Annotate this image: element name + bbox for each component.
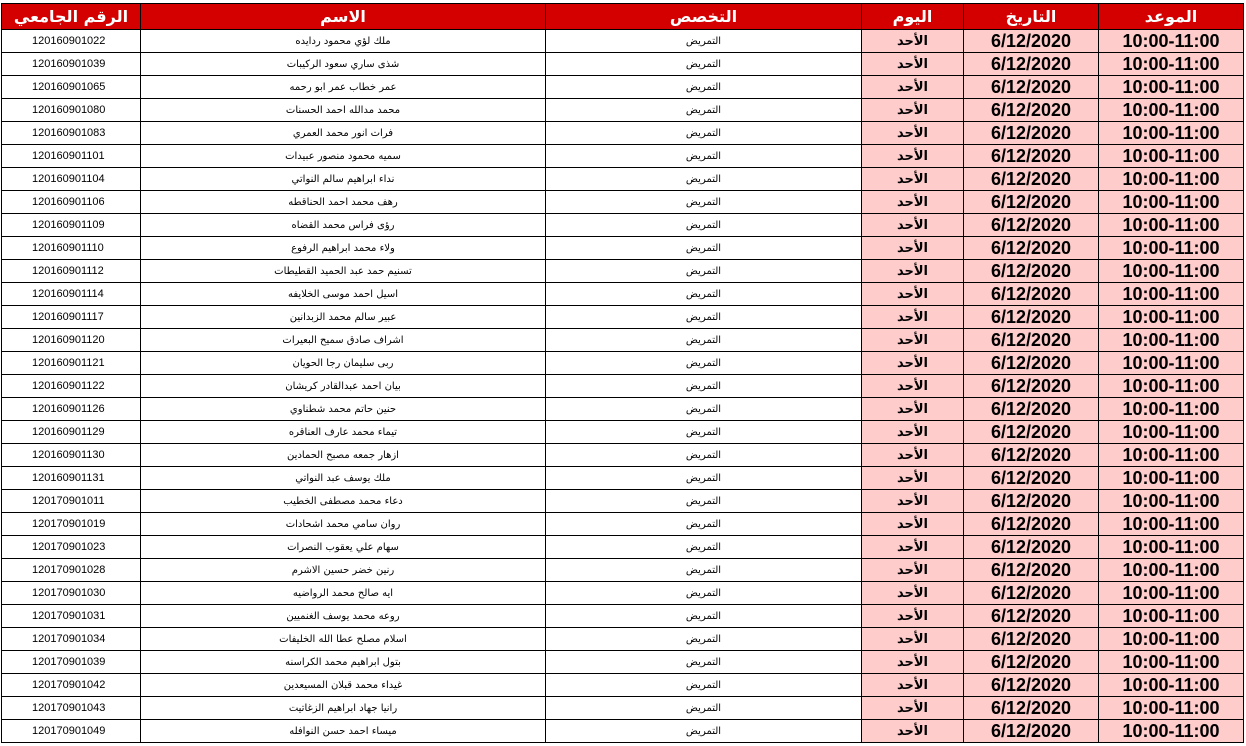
cell-date[interactable]: 6/12/2020	[964, 145, 1099, 168]
cell-date[interactable]: 6/12/2020	[964, 467, 1099, 490]
header-date[interactable]: التاريخ	[964, 4, 1099, 30]
cell-name[interactable]: رنين خضر حسين الاشرم	[141, 559, 546, 582]
cell-date[interactable]: 6/12/2020	[964, 628, 1099, 651]
cell-name[interactable]: سميه محمود منصور عبيدات	[141, 145, 546, 168]
cell-name[interactable]: ملك لؤي محمود ردايده	[141, 30, 546, 53]
cell-student-id[interactable]: 120160901109	[2, 214, 141, 237]
cell-time[interactable]: 10:00-11:00	[1099, 582, 1244, 605]
cell-time[interactable]: 10:00-11:00	[1099, 467, 1244, 490]
cell-day[interactable]: الأحد	[862, 444, 964, 467]
cell-time[interactable]: 10:00-11:00	[1099, 536, 1244, 559]
cell-time[interactable]: 10:00-11:00	[1099, 375, 1244, 398]
cell-student-id[interactable]: 120160901122	[2, 375, 141, 398]
cell-major[interactable]: التمريض	[546, 329, 862, 352]
table-row	[2, 628, 1244, 651]
cell-day[interactable]: الأحد	[862, 651, 964, 674]
cell-major[interactable]: التمريض	[546, 99, 862, 122]
cell-student-id[interactable]: 120160901117	[2, 306, 141, 329]
cell-major[interactable]: التمريض	[546, 628, 862, 651]
cell-day[interactable]: الأحد	[862, 214, 964, 237]
cell-name[interactable]: ولاء محمد ابراهيم الرفوع	[141, 237, 546, 260]
table-row	[2, 674, 1244, 697]
cell-date[interactable]: 6/12/2020	[964, 237, 1099, 260]
cell-student-id[interactable]: 120170901031	[2, 605, 141, 628]
cell-date[interactable]: 6/12/2020	[964, 260, 1099, 283]
cell-date[interactable]: 6/12/2020	[964, 329, 1099, 352]
cell-date[interactable]: 6/12/2020	[964, 30, 1099, 53]
cell-time[interactable]: 10:00-11:00	[1099, 421, 1244, 444]
table-row	[2, 398, 1244, 421]
cell-date[interactable]: 6/12/2020	[964, 582, 1099, 605]
cell-major[interactable]: التمريض	[546, 697, 862, 720]
cell-major[interactable]: التمريض	[546, 720, 862, 743]
cell-day[interactable]: الأحد	[862, 329, 964, 352]
cell-day[interactable]: الأحد	[862, 697, 964, 720]
cell-day[interactable]: الأحد	[862, 76, 964, 99]
cell-major[interactable]: التمريض	[546, 145, 862, 168]
cell-major[interactable]: التمريض	[546, 651, 862, 674]
cell-day[interactable]: الأحد	[862, 674, 964, 697]
cell-major[interactable]: التمريض	[546, 122, 862, 145]
table-row	[2, 582, 1244, 605]
cell-day[interactable]: الأحد	[862, 375, 964, 398]
cell-student-id[interactable]: 120170901028	[2, 559, 141, 582]
cell-name[interactable]: ايه صالح محمد الرواضيه	[141, 582, 546, 605]
table-body	[2, 30, 1244, 743]
cell-student-id[interactable]: 120170901049	[2, 720, 141, 743]
cell-major[interactable]: التمريض	[546, 76, 862, 99]
cell-student-id[interactable]: 120170901019	[2, 513, 141, 536]
table-row	[2, 168, 1244, 191]
table-row	[2, 145, 1244, 168]
cell-student-id[interactable]: 120160901022	[2, 30, 141, 53]
cell-date[interactable]: 6/12/2020	[964, 352, 1099, 375]
cell-name[interactable]: تسنيم حمد عبد الحميد القطيطات	[141, 260, 546, 283]
table-row	[2, 283, 1244, 306]
cell-date[interactable]: 6/12/2020	[964, 99, 1099, 122]
cell-major[interactable]: التمريض	[546, 260, 862, 283]
cell-day[interactable]: الأحد	[862, 260, 964, 283]
cell-major[interactable]: التمريض	[546, 191, 862, 214]
cell-day[interactable]: الأحد	[862, 536, 964, 559]
cell-student-id[interactable]: 120160901126	[2, 398, 141, 421]
cell-major[interactable]: التمريض	[546, 306, 862, 329]
table-row	[2, 99, 1244, 122]
cell-student-id[interactable]: 120160901104	[2, 168, 141, 191]
header-student-id[interactable]: الرقم الجامعي	[2, 4, 141, 30]
cell-name[interactable]: روعه محمد يوسف الغنميين	[141, 605, 546, 628]
schedule-table	[1, 3, 1244, 743]
cell-student-id[interactable]: 120160901039	[2, 53, 141, 76]
cell-major[interactable]: التمريض	[546, 375, 862, 398]
cell-time[interactable]: 10:00-11:00	[1099, 306, 1244, 329]
cell-time[interactable]: 10:00-11:00	[1099, 674, 1244, 697]
cell-day[interactable]: الأحد	[862, 283, 964, 306]
cell-student-id[interactable]: 120160901106	[2, 191, 141, 214]
cell-name[interactable]: عبير سالم محمد الزبدانين	[141, 306, 546, 329]
table-row	[2, 30, 1244, 53]
cell-name[interactable]: بيان احمد عبدالقادر كريشان	[141, 375, 546, 398]
cell-student-id[interactable]: 120160901101	[2, 145, 141, 168]
table-row	[2, 375, 1244, 398]
cell-time[interactable]: 10:00-11:00	[1099, 628, 1244, 651]
cell-day[interactable]: الأحد	[862, 398, 964, 421]
cell-time[interactable]: 10:00-11:00	[1099, 168, 1244, 191]
cell-date[interactable]: 6/12/2020	[964, 605, 1099, 628]
cell-day[interactable]: الأحد	[862, 421, 964, 444]
cell-major[interactable]: التمريض	[546, 605, 862, 628]
cell-time[interactable]: 10:00-11:00	[1099, 53, 1244, 76]
cell-name[interactable]: نداء ابراهيم سالم النواتي	[141, 168, 546, 191]
cell-day[interactable]: الأحد	[862, 352, 964, 375]
cell-date[interactable]: 6/12/2020	[964, 720, 1099, 743]
cell-student-id[interactable]: 120160901129	[2, 421, 141, 444]
cell-date[interactable]: 6/12/2020	[964, 421, 1099, 444]
cell-date[interactable]: 6/12/2020	[964, 306, 1099, 329]
cell-major[interactable]: التمريض	[546, 168, 862, 191]
cell-major[interactable]: التمريض	[546, 237, 862, 260]
table-row	[2, 76, 1244, 99]
cell-name[interactable]: بتول ابراهيم محمد الكراسنه	[141, 651, 546, 674]
cell-time[interactable]: 10:00-11:00	[1099, 260, 1244, 283]
cell-day[interactable]: الأحد	[862, 513, 964, 536]
cell-major[interactable]: التمريض	[546, 283, 862, 306]
cell-date[interactable]: 6/12/2020	[964, 674, 1099, 697]
cell-day[interactable]: الأحد	[862, 467, 964, 490]
table-row	[2, 122, 1244, 145]
cell-date[interactable]: 6/12/2020	[964, 444, 1099, 467]
cell-name[interactable]: دعاء محمد مصطفى الخطيب	[141, 490, 546, 513]
cell-time[interactable]: 10:00-11:00	[1099, 76, 1244, 99]
cell-time[interactable]: 10:00-11:00	[1099, 329, 1244, 352]
cell-student-id[interactable]: 120170901043	[2, 697, 141, 720]
cell-name[interactable]: رهف محمد احمد الحناقطه	[141, 191, 546, 214]
cell-time[interactable]: 10:00-11:00	[1099, 352, 1244, 375]
cell-date[interactable]: 6/12/2020	[964, 651, 1099, 674]
cell-major[interactable]: التمريض	[546, 490, 862, 513]
cell-major[interactable]: التمريض	[546, 513, 862, 536]
table-row	[2, 53, 1244, 76]
cell-student-id[interactable]: 120160901080	[2, 99, 141, 122]
cell-day[interactable]: الأحد	[862, 53, 964, 76]
cell-name[interactable]: ازهار جمعه مصبح الحمادين	[141, 444, 546, 467]
cell-major[interactable]: التمريض	[546, 582, 862, 605]
cell-major[interactable]: التمريض	[546, 536, 862, 559]
cell-student-id[interactable]: 120160901120	[2, 329, 141, 352]
cell-time[interactable]: 10:00-11:00	[1099, 444, 1244, 467]
cell-time[interactable]: 10:00-11:00	[1099, 99, 1244, 122]
table-row	[2, 651, 1244, 674]
cell-major[interactable]: التمريض	[546, 398, 862, 421]
cell-name[interactable]: رؤى فراس محمد القضاه	[141, 214, 546, 237]
cell-day[interactable]: الأحد	[862, 628, 964, 651]
cell-name[interactable]: حنين حاتم محمد شطناوي	[141, 398, 546, 421]
cell-major[interactable]: التمريض	[546, 53, 862, 76]
cell-date[interactable]: 6/12/2020	[964, 283, 1099, 306]
cell-day[interactable]: الأحد	[862, 582, 964, 605]
cell-day[interactable]: الأحد	[862, 30, 964, 53]
table-row	[2, 352, 1244, 375]
header-row	[2, 4, 1244, 30]
cell-name[interactable]: ربى سليمان رجا الحويان	[141, 352, 546, 375]
table-row	[2, 697, 1244, 720]
cell-day[interactable]: الأحد	[862, 145, 964, 168]
table-row	[2, 306, 1244, 329]
cell-name[interactable]: غيداء محمد قبلان المسيعدين	[141, 674, 546, 697]
cell-name[interactable]: اشراف صادق سميح البعيرات	[141, 329, 546, 352]
table-row	[2, 536, 1244, 559]
cell-name[interactable]: عمر خطاب عمر ابو رحمه	[141, 76, 546, 99]
cell-major[interactable]: التمريض	[546, 30, 862, 53]
table-row	[2, 467, 1244, 490]
cell-day[interactable]: الأحد	[862, 99, 964, 122]
cell-day[interactable]: الأحد	[862, 490, 964, 513]
cell-time[interactable]: 10:00-11:00	[1099, 720, 1244, 743]
cell-student-id[interactable]: 120170901042	[2, 674, 141, 697]
table-row	[2, 720, 1244, 743]
cell-date[interactable]: 6/12/2020	[964, 76, 1099, 99]
cell-student-id[interactable]: 120160901083	[2, 122, 141, 145]
cell-major[interactable]: التمريض	[546, 214, 862, 237]
cell-day[interactable]: الأحد	[862, 237, 964, 260]
cell-time[interactable]: 10:00-11:00	[1099, 651, 1244, 674]
header-time[interactable]: الموعد	[1099, 4, 1244, 30]
cell-day[interactable]: الأحد	[862, 122, 964, 145]
cell-date[interactable]: 6/12/2020	[964, 398, 1099, 421]
cell-date[interactable]: 6/12/2020	[964, 697, 1099, 720]
cell-student-id[interactable]: 120160901131	[2, 467, 141, 490]
cell-name[interactable]: سهام علي يعقوب النصرات	[141, 536, 546, 559]
cell-student-id[interactable]: 120170901039	[2, 651, 141, 674]
table-row	[2, 559, 1244, 582]
cell-student-id[interactable]: 120170901023	[2, 536, 141, 559]
cell-time[interactable]: 10:00-11:00	[1099, 697, 1244, 720]
table-row	[2, 444, 1244, 467]
cell-name[interactable]: اسيل احمد موسى الخلايفه	[141, 283, 546, 306]
cell-date[interactable]: 6/12/2020	[964, 191, 1099, 214]
cell-date[interactable]: 6/12/2020	[964, 53, 1099, 76]
cell-time[interactable]: 10:00-11:00	[1099, 122, 1244, 145]
table-row	[2, 260, 1244, 283]
cell-student-id[interactable]: 120160901110	[2, 237, 141, 260]
cell-date[interactable]: 6/12/2020	[964, 375, 1099, 398]
cell-name[interactable]: ملك يوسف عبد النواتي	[141, 467, 546, 490]
cell-name[interactable]: محمد مدالله احمد الحسنات	[141, 99, 546, 122]
cell-time[interactable]: 10:00-11:00	[1099, 398, 1244, 421]
cell-day[interactable]: الأحد	[862, 306, 964, 329]
cell-time[interactable]: 10:00-11:00	[1099, 559, 1244, 582]
cell-date[interactable]: 6/12/2020	[964, 122, 1099, 145]
cell-time[interactable]: 10:00-11:00	[1099, 513, 1244, 536]
table-row	[2, 214, 1244, 237]
table-row	[2, 605, 1244, 628]
cell-date[interactable]: 6/12/2020	[964, 559, 1099, 582]
cell-time[interactable]: 10:00-11:00	[1099, 605, 1244, 628]
cell-time[interactable]: 10:00-11:00	[1099, 145, 1244, 168]
header-major[interactable]: التخصص	[546, 4, 862, 30]
cell-name[interactable]: ميساء احمد حسن النوافله	[141, 720, 546, 743]
cell-time[interactable]: 10:00-11:00	[1099, 191, 1244, 214]
cell-name[interactable]: اسلام مصلح عطا الله الخليفات	[141, 628, 546, 651]
cell-student-id[interactable]: 120170901034	[2, 628, 141, 651]
cell-time[interactable]: 10:00-11:00	[1099, 30, 1244, 53]
header-name[interactable]: الاسم	[141, 4, 546, 30]
header-day[interactable]: اليوم	[862, 4, 964, 30]
cell-day[interactable]: الأحد	[862, 559, 964, 582]
cell-name[interactable]: فرات انور محمد العمري	[141, 122, 546, 145]
cell-date[interactable]: 6/12/2020	[964, 168, 1099, 191]
cell-day[interactable]: الأحد	[862, 605, 964, 628]
cell-major[interactable]: التمريض	[546, 467, 862, 490]
cell-date[interactable]: 6/12/2020	[964, 214, 1099, 237]
cell-student-id[interactable]: 120170901011	[2, 490, 141, 513]
table-row	[2, 513, 1244, 536]
cell-major[interactable]: التمريض	[546, 444, 862, 467]
cell-name[interactable]: شذى ساري سعود الركيبات	[141, 53, 546, 76]
cell-date[interactable]: 6/12/2020	[964, 513, 1099, 536]
cell-student-id[interactable]: 120160901065	[2, 76, 141, 99]
cell-time[interactable]: 10:00-11:00	[1099, 490, 1244, 513]
table-row	[2, 191, 1244, 214]
table-row	[2, 237, 1244, 260]
table-row	[2, 490, 1244, 513]
cell-name[interactable]: تيماء محمد عارف العناقره	[141, 421, 546, 444]
cell-student-id[interactable]: 120160901121	[2, 352, 141, 375]
cell-student-id[interactable]: 120170901030	[2, 582, 141, 605]
cell-day[interactable]: الأحد	[862, 191, 964, 214]
cell-day[interactable]: الأحد	[862, 168, 964, 191]
cell-major[interactable]: التمريض	[546, 352, 862, 375]
table-row	[2, 329, 1244, 352]
cell-time[interactable]: 10:00-11:00	[1099, 283, 1244, 306]
cell-major[interactable]: التمريض	[546, 421, 862, 444]
cell-major[interactable]: التمريض	[546, 674, 862, 697]
cell-time[interactable]: 10:00-11:00	[1099, 237, 1244, 260]
cell-major[interactable]: التمريض	[546, 559, 862, 582]
cell-student-id[interactable]: 120160901114	[2, 283, 141, 306]
cell-day[interactable]: الأحد	[862, 720, 964, 743]
table-row	[2, 421, 1244, 444]
cell-student-id[interactable]: 120160901130	[2, 444, 141, 467]
cell-time[interactable]: 10:00-11:00	[1099, 214, 1244, 237]
cell-name[interactable]: رانيا جهاد ابراهيم الزغاتيت	[141, 697, 546, 720]
cell-date[interactable]: 6/12/2020	[964, 536, 1099, 559]
cell-date[interactable]: 6/12/2020	[964, 490, 1099, 513]
cell-name[interactable]: روان سامي محمد اشحادات	[141, 513, 546, 536]
cell-student-id[interactable]: 120160901112	[2, 260, 141, 283]
